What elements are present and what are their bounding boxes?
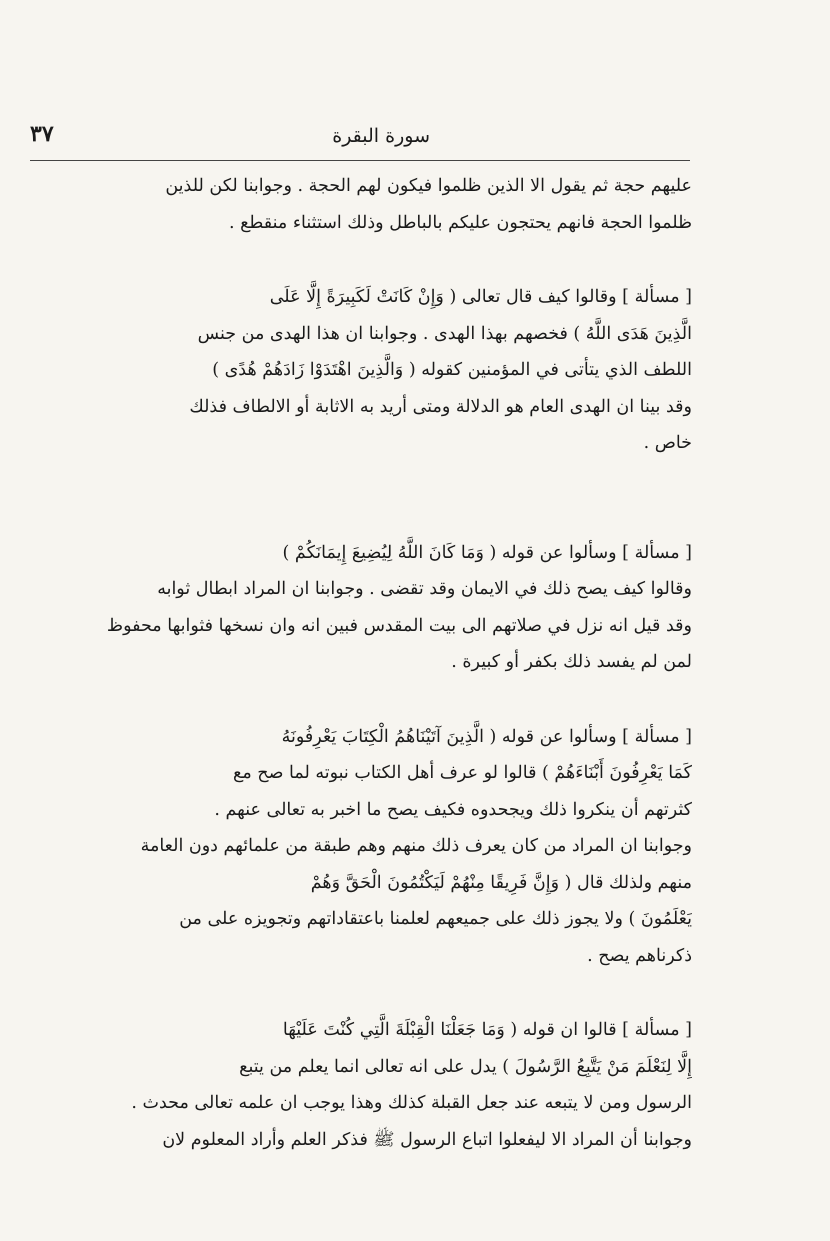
text-line: وجوابنا ان المراد من كان يعرف ذلك منهم وهم طبقة من علمائهم دون العامة: [140, 836, 692, 856]
text-line: لمن لم يفسد ذلك بكفر أو كبيرة .: [451, 652, 692, 672]
text-line: وجوابنا أن المراد الا ليفعلوا اتباع الرسول ﷺ فذكر العلم وأراد المعلوم لان: [162, 1129, 692, 1150]
text-line: ظلموا الحجة فانهم يحتجون عليكم بالباطل وذلك استثناء منقطع .: [228, 212, 692, 233]
text-line: كَمَا يَعْرِفُونَ أَبْنَاءَهُمْ ) قالوا لو عرف أهل الكتاب نبوته لما صح مع: [233, 763, 692, 783]
text-line: وقد بينا ان الهدى العام هو الدلالة ومتى أريد به الاثابة أو الالطاف فذلك: [189, 396, 692, 417]
text-line: [ مسألة ] وسألوا عن قوله ( الَّذِينَ آتَيْنَاهُمُ الْكِتَابَ يَعْرِفُونَهُ: [281, 726, 692, 747]
text-line: خاص .: [643, 433, 692, 453]
text-line: ذكرناهم يصح .: [587, 945, 692, 966]
header-rule: [30, 160, 690, 161]
text-line: كثرتهم أن ينكروا ذلك ويجحدوه فكيف يصح ما اخبر به تعالى عنهم .: [214, 799, 692, 820]
text-line: عليهم حجة ثم يقول الا الذين ظلموا فيكون لهم الحجة . وجوابنا لكن للذين: [165, 176, 692, 196]
text-line: الرسول ومن لا يتبعه عند جعل القبلة كذلك وهذا يوجب ان علمه تعالى محدث .: [131, 1093, 692, 1113]
page-header: [30, 121, 690, 155]
text-line: وقد قيل انه نزل في صلاتهم الى بيت المقدس فبين انه وان نسخها فثوابها محفوظ: [106, 615, 692, 636]
text-line: [ مسألة ] وقالوا كيف قال تعالى ( وَإِنْ كَانَتْ لَكَبِيرَةً إِلَّا عَلَى: [269, 287, 692, 307]
page-number: ٣٧: [30, 121, 54, 147]
text-line: يَعْلَمُونَ ) ولا يجوز ذلك على جميعهم لعلمنا باعتقاداتهم وتجويزه على من: [179, 909, 692, 929]
text-line: الَّذِينَ هَدَى اللَّهُ ) فخصهم بهذا الهدى . وجوابنا ان هذا الهدى من جنس: [197, 323, 692, 344]
text-line: اللطف الذي يتأتى في المؤمنين كقوله ( وَالَّذِينَ اهْتَدَوْا زَادَهُمْ هُدًى ): [212, 360, 692, 380]
text-line: [ مسألة ] وسألوا عن قوله ( وَمَا كَانَ اللَّهُ لِيُضِيعَ إِيمَانَكُمْ ): [282, 542, 692, 563]
text-line: [ مسألة ] قالوا ان قوله ( وَمَا جَعَلْنَا الْقِبْلَةَ الَّتِي كُنْتَ عَلَيْهَا: [282, 1020, 692, 1040]
text-line: وقالوا كيف يصح ذلك في الايمان وقد تقضى . وجوابنا ان المراد ابطال ثوابه: [157, 579, 692, 599]
text-line: إِلَّا لِنَعْلَمَ مَنْ يَتَّبِعُ الرَّسُولَ ) يدل على انه تعالى انما يعلم من يتبع: [239, 1056, 692, 1077]
page-title: سورة البقرة: [332, 125, 430, 147]
text-line: منهم ولذلك قال ( وَإِنَّ فَرِيقًا مِنْهُمْ لَيَكْتُمُونَ الْحَقَّ وَهُمْ: [310, 872, 692, 893]
body-text: [22, 168, 692, 1158]
